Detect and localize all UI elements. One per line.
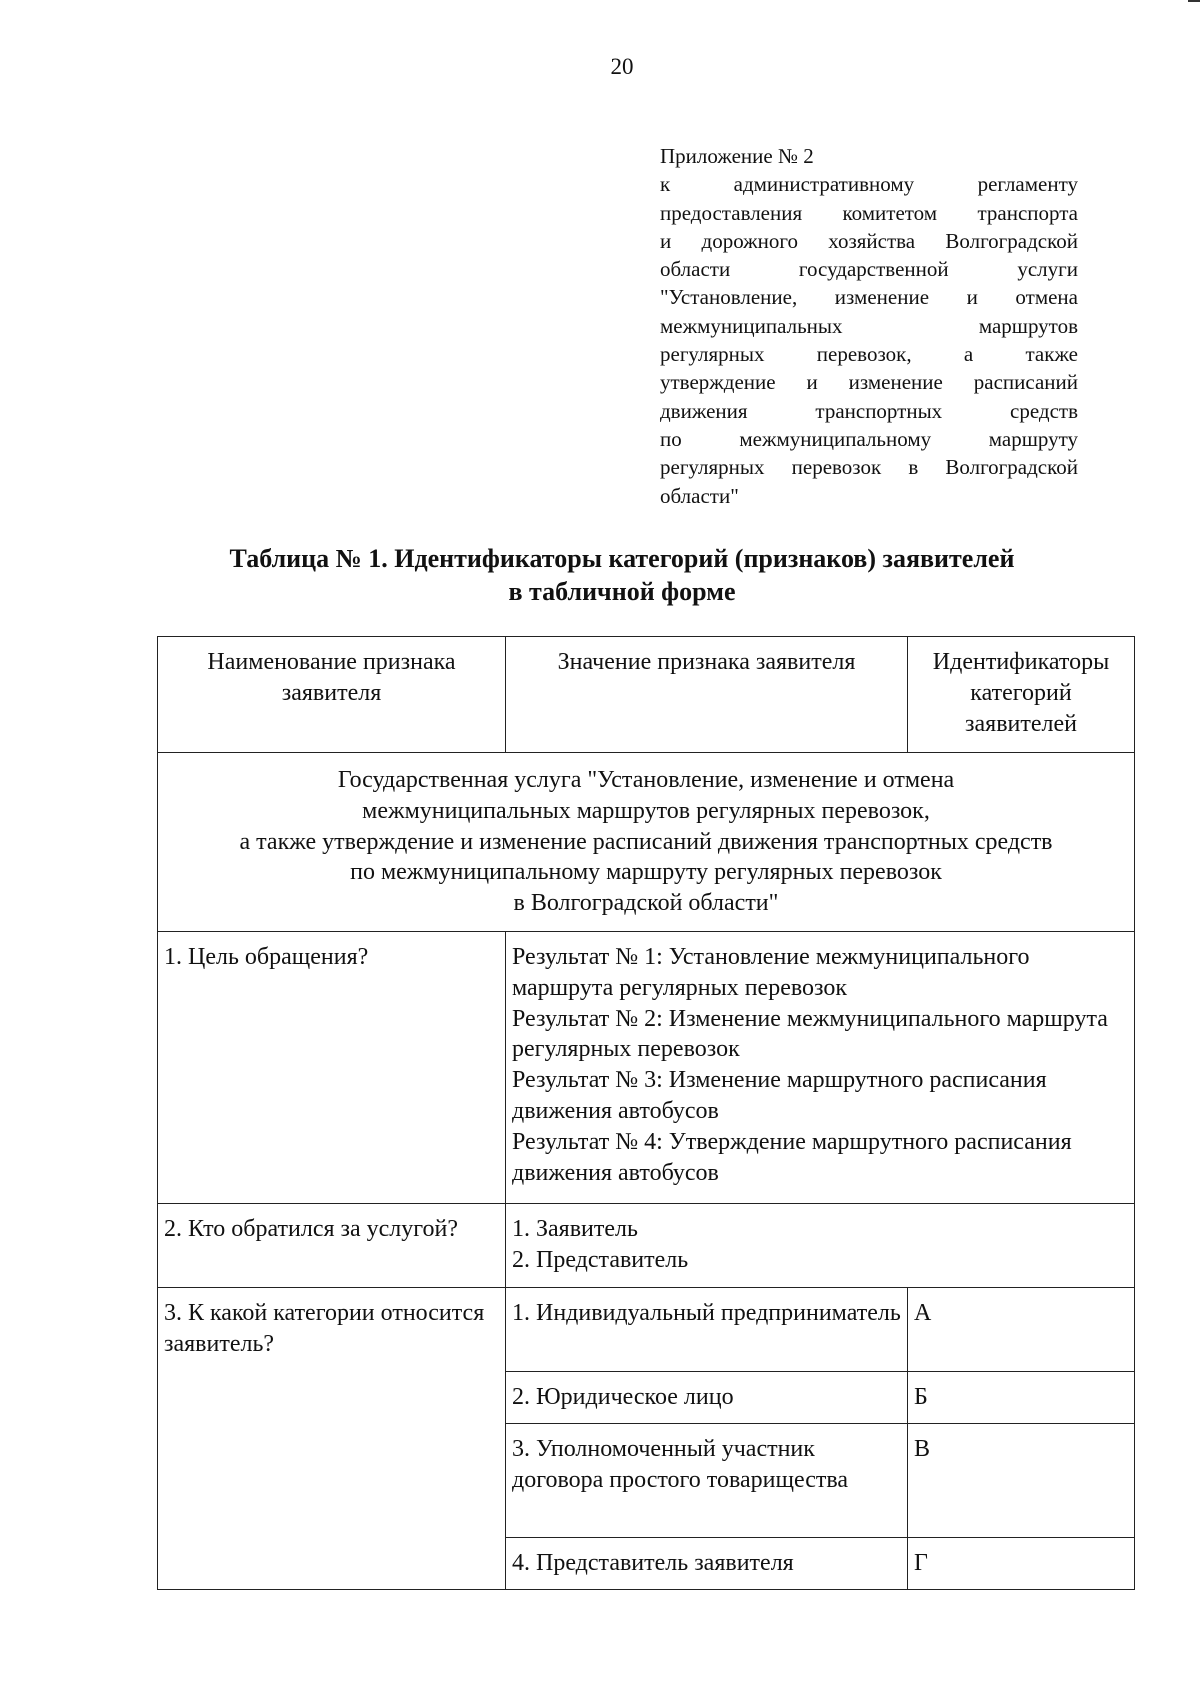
appendix-line: межмуниципальных маршрутов <box>660 313 1078 338</box>
appendix-line: области государственной услуги <box>660 257 1078 282</box>
page-number: 20 <box>610 54 634 79</box>
service-row <box>158 753 1135 932</box>
table-row <box>158 932 1135 1204</box>
service-line: в Волгоградской области" <box>513 890 779 917</box>
category-id: А <box>908 1288 1135 1372</box>
result-item: Результат № 1: Установление межмуниципального маршрута регулярных перевозок <box>512 944 1030 1001</box>
service-line: по межмуниципальному маршруту регулярных перевозок <box>350 859 942 886</box>
result-item: Результат № 4: Утверждение маршрутного расписания движения автобусов <box>512 1128 1072 1186</box>
appendix-line: движения транспортных средств <box>660 398 1078 423</box>
answer-item: 1. Заявитель <box>512 1216 638 1242</box>
table-title-line-2: в табличной форме <box>508 577 736 606</box>
answer-cell <box>506 932 1135 1204</box>
appendix-line: регулярных перевозок в Волгоградской <box>660 455 1078 480</box>
question-cell: 3. К какой категории относится заявитель? <box>158 1288 506 1590</box>
table-title-line-1: Таблица № 1. Идентификаторы категорий (признаков) заявителей <box>229 544 1015 573</box>
result-item: Результат № 2: Изменение межмуниципального маршрута регулярных перевозок <box>512 1005 1108 1063</box>
table-header-row <box>158 637 1135 753</box>
appendix-line: "Установление, изменение и отмена <box>660 285 1078 310</box>
header-attribute-name: Наименование признака заявителя <box>158 637 506 753</box>
appendix-line: утверждение и изменение расписаний <box>660 370 1078 395</box>
question-cell: 1. Цель обращения? <box>158 932 506 1204</box>
header-attribute-value: Значение признака заявителя <box>506 637 908 753</box>
appendix-line: по межмуниципальному маршруту <box>660 426 1078 451</box>
service-line: межмуниципальных маршрутов регулярных перевозок, <box>362 797 930 824</box>
appendix-block <box>660 142 1078 510</box>
service-description <box>158 753 1135 932</box>
appendix-line: и дорожного хозяйства Волгоградской <box>660 228 1078 253</box>
result-item: Результат № 3: Изменение маршрутного расписания движения автобусов <box>512 1067 1047 1124</box>
category-label: 2. Юридическое лицо <box>506 1372 908 1424</box>
appendix-line: предоставления комитетом транспорта <box>660 200 1078 225</box>
table-row <box>158 1204 1135 1288</box>
header-category-ids: Идентификаторы категорий заявителей <box>908 637 1135 753</box>
answer-cell <box>506 1204 1135 1288</box>
category-id: В <box>908 1424 1135 1538</box>
page-edge-mark <box>1188 0 1200 2</box>
question-cell: 2. Кто обратился за услугой? <box>158 1204 506 1288</box>
appendix-line: регулярных перевозок, а также <box>660 342 1078 367</box>
applicant-attributes-table <box>157 636 1135 1590</box>
table-row <box>158 1288 1135 1372</box>
category-label: 1. Индивидуальный предприниматель <box>506 1288 908 1372</box>
service-line: Государственная услуга "Установление, изменение и отмена <box>337 767 955 793</box>
category-label: 3. Уполномоченный участник договора простого товарищества <box>506 1424 908 1538</box>
answer-item: 2. Представитель <box>512 1246 689 1273</box>
appendix-line: области" <box>660 483 739 508</box>
table-title <box>0 542 1200 608</box>
appendix-line: к административному регламенту <box>660 172 1078 197</box>
service-line: а также утверждение и изменение расписаний движения транспортных средств <box>239 828 1053 855</box>
category-id: Г <box>908 1538 1135 1590</box>
category-id: Б <box>908 1372 1135 1424</box>
appendix-line: Приложение № 2 <box>660 144 814 168</box>
category-label: 4. Представитель заявителя <box>506 1538 908 1590</box>
